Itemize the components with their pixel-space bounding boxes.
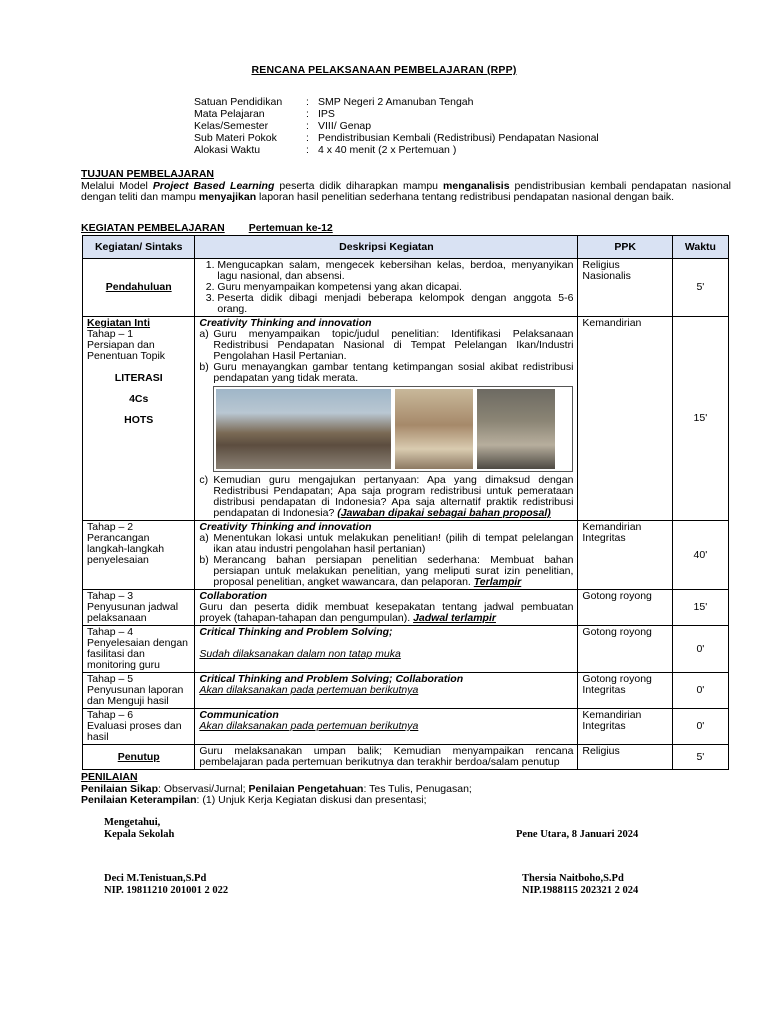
- kegiatan-heading-row: [81, 222, 333, 234]
- sintaks-cell: [83, 673, 195, 709]
- sintaks-cell: [83, 521, 195, 590]
- document-title: RENCANA PELAKSANAAN PEMBELAJARAN (RPP): [251, 64, 517, 76]
- step-text: Menentukan lokasi untuk melakukan penelitian! (pilih di tempat pelelangan ikan atau industri pengolahan hasil pertanian): [213, 532, 574, 555]
- penilaian-section: [81, 772, 731, 807]
- table-row: [83, 673, 729, 709]
- tahap-label: Tahap – 3: [87, 590, 134, 602]
- colon: :: [306, 132, 309, 144]
- step-key: b): [199, 554, 209, 566]
- header-deskripsi: Deskripsi Kegiatan: [195, 236, 578, 259]
- step-text: Guru menayangkan gambar tentang ketimpangan sosial akibat redistribusi pendapatan yang tidak merata.: [213, 361, 574, 384]
- sintaks-cell: [83, 745, 195, 770]
- step-text-wrap: [199, 602, 573, 624]
- identity-label: Satuan Pendidikan: [194, 96, 283, 108]
- waktu-cell: 15': [672, 317, 728, 521]
- identity-label: Mata Pelajaran: [194, 108, 265, 120]
- colon: :: [306, 108, 309, 120]
- sintaks-cell: [83, 709, 195, 745]
- pertemuan-label: Pertemuan ke-12: [248, 222, 333, 234]
- tujuan-text: peserta didik diharapkan mampu: [274, 179, 444, 192]
- step-note: (Jawaban dipakai sebagai bahan proposal): [337, 507, 551, 519]
- step-text: Merancang bahan persiapan penelitian sederhana: Membuat bahan persiapan untuk melakukan penelitian, yang meliputi surat izin penelitian, proposal penelitian, angket wawancara, dan pelaporan.: [213, 554, 574, 588]
- signature-left: [104, 873, 228, 897]
- table-row: [83, 626, 729, 673]
- colon: :: [306, 120, 309, 132]
- step-note: Jadwal terlampir: [413, 612, 496, 624]
- skill-label: Creativity Thinking and innovation: [199, 521, 372, 533]
- tahap-label: Tahap – 6: [87, 709, 134, 721]
- signature-left-header: [104, 817, 174, 841]
- step-text-wrap: [213, 555, 573, 588]
- step-text: Kemudian guru mengajukan pertanyaan: Apa yang dimaksud dengan Redistribusi Pendapatan; Apa saja program redistribusi untuk pemerataan distribusi pendapatan di Indonesia? Apa saja alternatif praktik redistribusi pendapatan di Indonesia?: [213, 474, 574, 519]
- ppk-cell: Kemandirian Integritas: [578, 709, 672, 745]
- identity-value: Pendistribusian Kembali (Redistribusi) Pendapatan Nasional: [318, 132, 599, 144]
- 4cs-tag: 4Cs: [129, 393, 149, 405]
- identity-value: IPS: [318, 108, 335, 120]
- skill-label: Collaboration: [199, 590, 268, 602]
- step-note: Akan dilaksanakan pada pertemuan berikutnya: [199, 720, 419, 732]
- penilaian-value: : (1) Unjuk Kerja Kegiatan diskusi dan presentasi;: [196, 794, 427, 806]
- penilaian-label: Penilaian Pengetahuan: [248, 782, 364, 795]
- penilaian-value: : Observasi/Jurnal;: [158, 782, 249, 795]
- step-key: b): [199, 361, 209, 373]
- tahap-label: Tahap – 2: [87, 521, 134, 533]
- table-row: [83, 590, 729, 626]
- step-text: Guru dan peserta didik membuat kesepakatan tentang jadwal pembuatan proyek (tahapan-tahapan dan pengumpulan).: [199, 601, 574, 624]
- pendahuluan-label: Pendahuluan: [105, 281, 172, 293]
- colon: :: [306, 96, 309, 108]
- list-item: 3. Peserta didik dibagi menjadi beberapa kelompok dengan anggota 5-6 orang.: [217, 293, 573, 315]
- sintaks-cell: [83, 626, 195, 673]
- penilaian-label: Penilaian Sikap: [81, 782, 159, 795]
- ppk-cell: Religius: [578, 745, 672, 770]
- ppk-cell: Gotong royong Integritas: [578, 673, 672, 709]
- table-row: [83, 259, 729, 317]
- kepala-title: Kepala Sekolah: [104, 829, 175, 840]
- header-kegiatan: Kegiatan/ Sintaks: [83, 236, 195, 259]
- literasi-tag: LITERASI: [114, 372, 163, 384]
- tahap-name: Penyelesaian dengan fasilitasi dan monitoring guru: [87, 637, 189, 671]
- inequality-photos: [213, 386, 573, 472]
- step-key: a): [199, 532, 209, 544]
- tujuan-section: [81, 169, 731, 204]
- pendahuluan-list: [199, 260, 573, 315]
- deskripsi-cell: [195, 590, 578, 626]
- penutup-label: Penutup: [117, 750, 160, 763]
- kegiatan-inti-label: Kegiatan Inti: [87, 317, 151, 329]
- identity-value: SMP Negeri 2 Amanuban Tengah: [318, 96, 474, 108]
- header-waktu: Waktu: [672, 236, 728, 259]
- waktu-cell: 15': [672, 590, 728, 626]
- table-row: [83, 521, 729, 590]
- keyword: menganalisis: [443, 179, 510, 192]
- table-row: [83, 745, 729, 770]
- step-a: [199, 533, 573, 555]
- waktu-cell: 5': [672, 745, 728, 770]
- poor-house-photo: [477, 389, 555, 469]
- identity-label: Kelas/Semester: [194, 120, 269, 132]
- identity-row: [194, 108, 599, 120]
- deskripsi-cell: [195, 521, 578, 590]
- colon: :: [306, 144, 309, 156]
- penilaian-label: Penilaian Keterampilan: [81, 794, 197, 806]
- ppk-cell: Gotong royong: [578, 626, 672, 673]
- tujuan-heading: TUJUAN PEMBELAJARAN: [81, 168, 215, 180]
- identity-label: Sub Materi Pokok: [194, 132, 277, 144]
- deskripsi-cell: Guru melaksanakan umpan balik; Kemudian menyampaikan rencana pembelajaran pada pertemuan berikutnya dan terakhir berdoa/salam penutup: [195, 745, 578, 770]
- step-key: a): [199, 328, 209, 340]
- mengetahui-label: Mengetahui,: [104, 817, 161, 828]
- step-b: [199, 555, 573, 588]
- tahap-label: Tahap – 1: [87, 328, 134, 340]
- kepala-nip: NIP. 19811210 201001 2 022: [104, 885, 229, 896]
- table-row: [83, 709, 729, 745]
- tahap-label: Tahap – 5: [87, 673, 134, 685]
- penilaian-line: [81, 795, 731, 807]
- tujuan-text: pendistribusian kembali pendapatan nasional dengan teliti dan mampu: [81, 179, 731, 203]
- identity-row: [194, 144, 599, 156]
- waktu-cell: 0': [672, 626, 728, 673]
- slum-city-photo: [216, 389, 391, 469]
- deskripsi-cell: [195, 317, 578, 521]
- identity-row: [194, 132, 599, 144]
- step-text: Guru menyampaikan topic/judul penelitian: Identifikasi Pelaksanaan Redistribusi Pendapatan Nasional di Tempat Pelelangan Ikan/Industri Pengolahan Hasil Pertanian.: [213, 328, 574, 362]
- ppk-cell: Kemandirian: [578, 317, 672, 521]
- identity-value: 4 x 40 menit (2 x Pertemuan ): [318, 144, 457, 156]
- step-text-wrap: [213, 475, 573, 519]
- step-note: Sudah dilaksanakan dalam non tatap muka: [199, 648, 401, 660]
- tahap-name: Perancangan langkah-langkah penyelesaian: [87, 532, 165, 566]
- penilaian-value: : Tes Tulis, Penugasan;: [363, 782, 472, 795]
- tahap-name: Penyusunan laporan dan Menguji hasil: [87, 684, 184, 707]
- deskripsi-cell: [195, 709, 578, 745]
- guru-nip: NIP.1988115 202321 2 024: [522, 885, 639, 896]
- sintaks-cell: [83, 317, 195, 521]
- tujuan-text: Melalui Model: [81, 179, 153, 192]
- kegiatan-table: [82, 235, 729, 770]
- step-a: [199, 329, 573, 362]
- list-item: 2. Guru menyampaikan kompetensi yang akan dicapai.: [217, 282, 573, 293]
- step-key: c): [199, 474, 209, 486]
- tahap-label: Tahap – 4: [87, 626, 134, 638]
- tujuan-paragraph: [81, 181, 731, 204]
- waktu-cell: 5': [672, 259, 728, 317]
- ppk-cell: Kemandirian Integritas: [578, 521, 672, 590]
- tahap-name: Evaluasi proses dan hasil: [87, 720, 182, 743]
- deskripsi-cell: [195, 673, 578, 709]
- step-note: Akan dilaksanakan pada pertemuan berikutnya: [199, 684, 419, 696]
- sintaks-cell: [83, 259, 195, 317]
- kepala-name: Deci M.Tenistuan,S.Pd: [104, 873, 207, 884]
- place-date: Pene Utara, 8 Januari 2024: [516, 829, 639, 840]
- kegiatan-heading: KEGIATAN PEMBELAJARAN: [81, 222, 225, 234]
- list-item: 1. Mengucapkan salam, mengecek kebersihan kelas, berdoa, menyanyikan lagu nasional, dan absensi.: [217, 260, 573, 282]
- table-header-row: [83, 236, 729, 259]
- tahap-name: Persiapan dan Penentuan Topik: [87, 339, 166, 362]
- header-ppk: PPK: [578, 236, 672, 259]
- skill-label: Communication: [199, 709, 279, 721]
- waktu-cell: 40': [672, 521, 728, 590]
- step-b: [199, 362, 573, 384]
- model-name: Project Based Learning: [152, 179, 275, 192]
- step-note: Terlampir: [473, 576, 522, 588]
- mall-photo: [395, 389, 473, 469]
- skill-label: Creativity Thinking and innovation: [199, 317, 372, 329]
- deskripsi-cell: [195, 259, 578, 317]
- deskripsi-cell: [195, 626, 578, 673]
- ppk-cell: Gotong royong: [578, 590, 672, 626]
- identity-row: [194, 96, 599, 108]
- waktu-cell: 0': [672, 673, 728, 709]
- signature-right: [522, 873, 638, 897]
- identity-value: VIII/ Genap: [318, 120, 372, 132]
- identity-label: Alokasi Waktu: [194, 144, 261, 156]
- guru-name: Thersia Naitboho,S.Pd: [522, 873, 624, 884]
- step-c: [199, 475, 573, 519]
- keyword: menyajikan: [198, 191, 257, 203]
- penilaian-heading: PENILAIAN: [81, 771, 138, 783]
- tujuan-text: laporan hasil penelitian sederhana tentang redistribusi pendapatan nasional dengan baik.: [256, 191, 675, 203]
- skill-label: Critical Thinking and Problem Solving;: [199, 626, 393, 638]
- ppk-cell: Religius Nasionalis: [578, 259, 672, 317]
- table-row: [83, 317, 729, 521]
- hots-tag: HOTS: [124, 414, 154, 426]
- identity-block: [194, 96, 599, 156]
- tahap-name: Penyusunan jadwal pelaksanaan: [87, 601, 179, 624]
- sintaks-cell: [83, 590, 195, 626]
- skill-label: Critical Thinking and Problem Solving; Collaboration: [199, 673, 464, 685]
- identity-row: [194, 120, 599, 132]
- waktu-cell: 0': [672, 709, 728, 745]
